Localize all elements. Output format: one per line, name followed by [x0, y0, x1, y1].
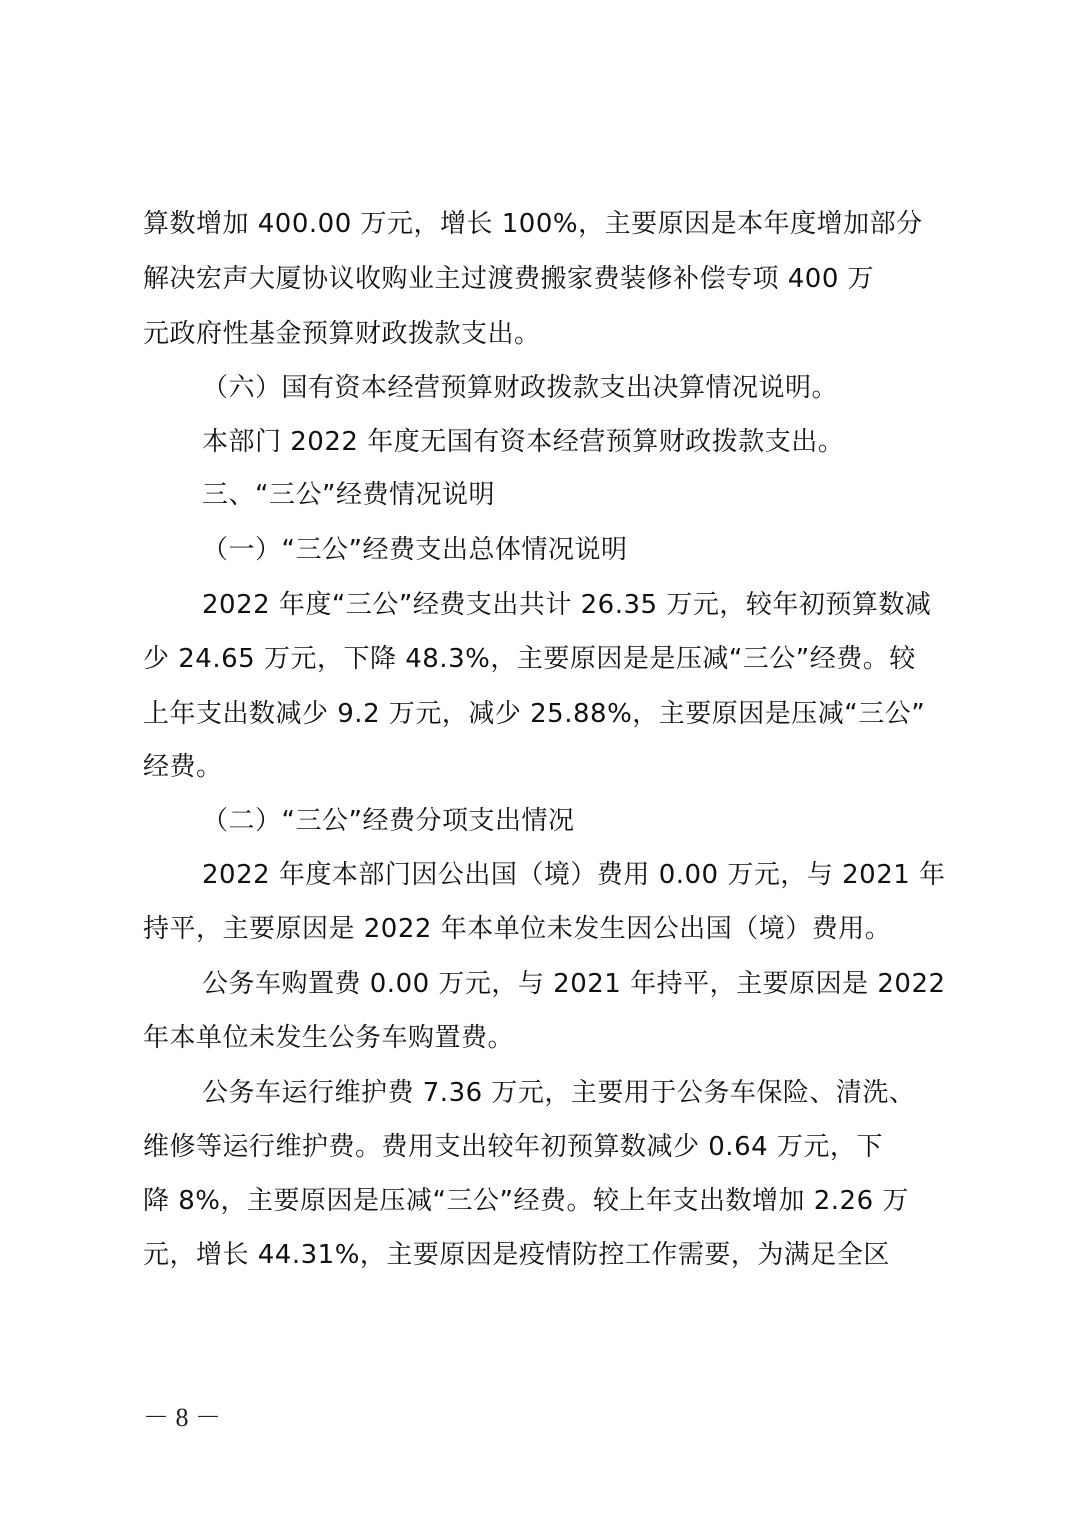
body-text-line: 算数增加 400.00 万元，增长 100%，主要原因是本年度增加部分: [143, 209, 923, 239]
body-text-line: 降 8%，主要原因是压减“三公”经费。较上年支出数增加 2.26 万: [143, 1186, 909, 1216]
section-heading: （二）“三公”经费分项支出情况: [202, 806, 575, 836]
section-heading: 三、“三公”经费情况说明: [202, 480, 495, 510]
page-number: － 8 －: [143, 1403, 222, 1432]
body-text-line: 公务车购置费 0.00 万元，与 2021 年持平，主要原因是 2022: [202, 969, 946, 999]
body-text-line: 维修等运行维护费。费用支出较年初预算数减少 0.64 万元，下: [143, 1132, 883, 1162]
body-text-line: 元政府性基金预算财政拨款支出。: [143, 319, 541, 349]
body-text-line: 持平，主要原因是 2022 年本单位未发生因公出国（境）费用。: [143, 914, 892, 944]
body-text-line: 本部门 2022 年度无国有资本经营预算财政拨款支出。: [202, 427, 845, 457]
body-text-line: 2022 年度本部门因公出国（境）费用 0.00 万元，与 2021 年: [202, 860, 946, 890]
body-text-line: 上年支出数减少 9.2 万元，减少 25.88%，主要原因是压减“三公”: [143, 699, 926, 729]
body-text-line: 公务车运行维护费 7.36 万元，主要用于公务车保险、清洗、: [202, 1078, 916, 1108]
section-heading: （一）“三公”经费支出总体情况说明: [202, 535, 628, 565]
body-text-line: 少 24.65 万元，下降 48.3%，主要原因是是压减“三公”经费。较: [143, 644, 916, 674]
body-text-line: 年本单位未发生公务车购置费。: [143, 1023, 515, 1053]
body-text-line: 经费。: [143, 752, 223, 782]
body-text-line: 2022 年度“三公”经费支出共计 26.35 万元，较年初预算数减: [202, 590, 932, 620]
section-heading: （六）国有资本经营预算财政拨款支出决算情况说明。: [202, 373, 839, 403]
body-text-line: 解决宏声大厦协议收购业主过渡费搬家费装修补偿专项 400 万: [143, 264, 875, 294]
body-text-line: 元，增长 44.31%，主要原因是疫情防控工作需要，为满足全区: [143, 1240, 890, 1270]
